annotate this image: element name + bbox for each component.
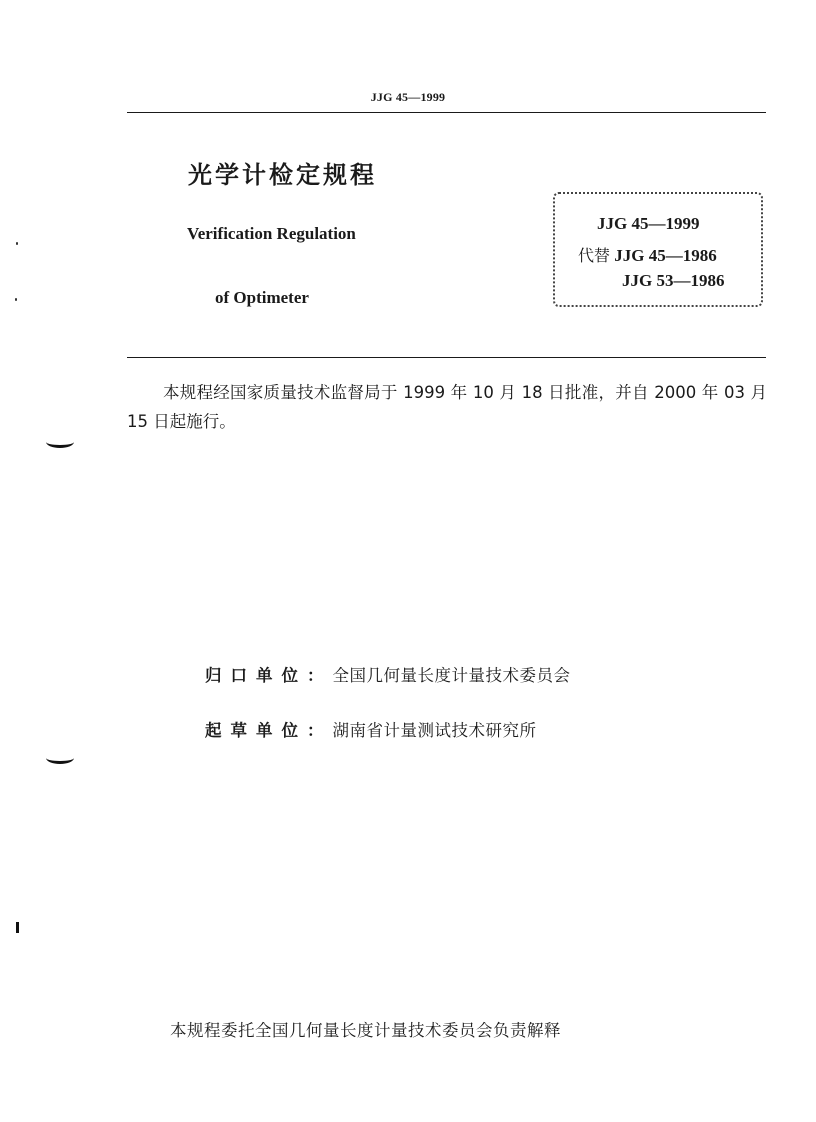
title-english-line2: of Optimeter [215,288,309,307]
responsible-unit-row [205,662,571,686]
replaced-code-line-1 [578,243,717,266]
responsible-unit-label: 归口单位： [205,666,333,685]
punch-hole-shadow [46,436,74,448]
drafting-unit-row [205,717,537,741]
punch-hole-shadow [46,752,74,764]
section-rule [127,357,766,358]
header-regulation-code: JJG 45—1999 [370,90,446,104]
replaced-code-2: JJG 53—1986 [622,271,725,290]
interpretation-note: 本规程委托全国几何量长度计量技术委员会负责解释 [170,1021,561,1040]
drafting-unit-value: 湖南省计量测试技术研究所 [332,721,537,740]
header-rule [127,112,766,113]
current-code: JJG 45—1999 [597,214,700,233]
responsible-unit-value: 全国几何量长度计量技术委员会 [332,666,571,685]
drafting-unit-label: 起草单位： [205,721,333,740]
scan-speck [16,922,19,933]
replaced-code-1: JJG 45—1986 [614,246,717,265]
title-chinese: 光学计检定规程 [188,161,377,189]
scan-speck [16,242,18,245]
scan-speck [15,298,17,301]
replaces-label: 代替 [578,246,611,265]
approval-statement: 本规程经国家质量技术监督局于 1999 年 10 月 18 日批准，并自 2000 年 03 月 15 日起施行。 [127,383,767,431]
title-english-line1: Verification Regulation [187,224,356,243]
